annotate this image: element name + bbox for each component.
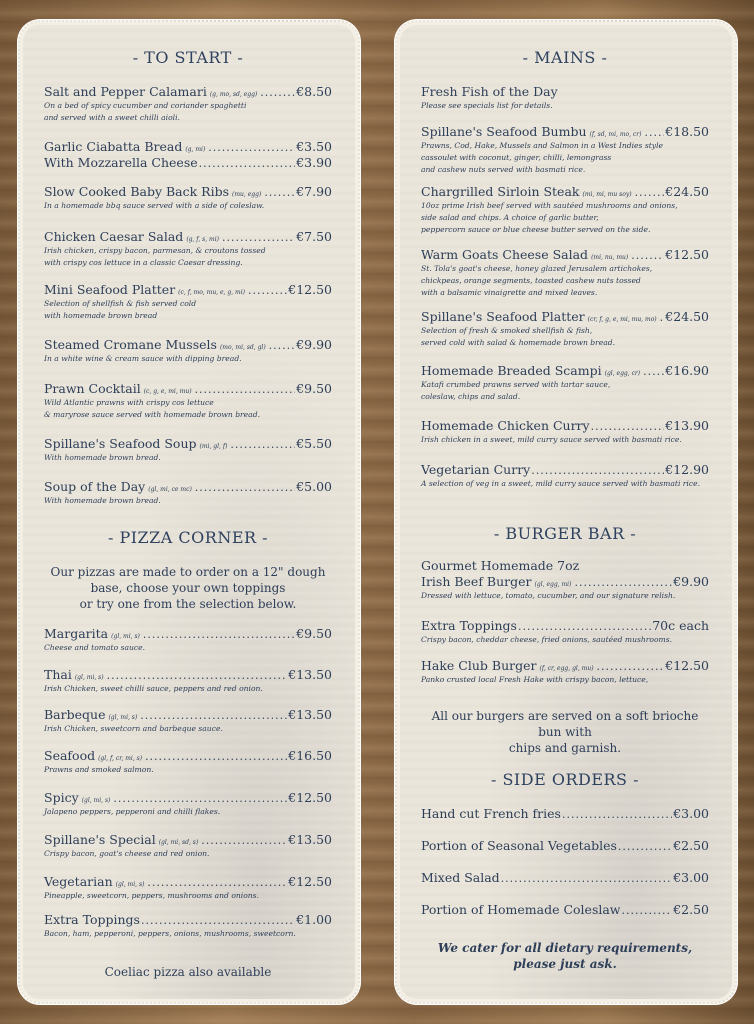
pizza-item-description <box>44 723 332 735</box>
main-item-description <box>421 140 709 176</box>
starter-item-name: Steamed Cromane Mussels <box>44 337 217 352</box>
starter-item-description <box>44 245 332 269</box>
pizza-intro-line: base, choose your own toppings <box>90 581 286 595</box>
allergen-codes: (mi, gl, f) <box>199 443 228 450</box>
burger-item-name: Extra Toppings <box>421 618 517 633</box>
description-line: In a white wine & cream sauce with dipping bread. <box>44 354 242 363</box>
side-item-price: €2.50 <box>673 838 709 853</box>
main-item-name: Homemade Chicken Curry <box>421 418 590 433</box>
main-item-price: €12.90 <box>665 462 709 477</box>
description-line: 10oz prime Irish beef served with sautéed mushrooms and onions, <box>421 201 678 210</box>
description-line: Irish Chicken, sweetcorn and barbeque sauce. <box>44 724 223 733</box>
dot-leader <box>147 876 287 889</box>
pizza-item-description <box>44 806 332 818</box>
starter-item-line <box>44 436 332 451</box>
allergen-codes: (mi, nu, mu) <box>591 254 629 261</box>
coeliac-note: Coeliac pizza also available <box>104 965 272 979</box>
main-item <box>421 363 709 403</box>
burger-item-description <box>421 590 709 602</box>
pizza-item-name: Barbeque <box>44 707 106 722</box>
burger-note <box>421 708 709 756</box>
dot-leader <box>260 86 295 99</box>
description-line: Crispy bacon, goat's cheese and red onion. <box>44 849 210 858</box>
dot-leader <box>531 464 664 477</box>
description-line: Selection of shellfish & fish served cold <box>44 299 197 308</box>
description-line: Jalapeno peppers, pepperoni and chilli flakes. <box>44 807 221 816</box>
pizza-item-line <box>44 748 332 763</box>
starter-item-line <box>44 229 332 244</box>
allergen-codes: (mu, egg) <box>232 191 262 198</box>
dot-leader <box>643 365 664 378</box>
starter-item-description <box>44 100 332 124</box>
allergen-codes: (gl, mi, s) <box>74 674 104 681</box>
main-item-line <box>421 124 709 139</box>
main-item <box>421 124 709 176</box>
pizza-intro-line: Our pizzas are made to order on a 12" dough <box>50 565 326 579</box>
pizza-item-name: Spillane's Special <box>44 832 156 847</box>
starter-item-name: Chicken Caesar Salad <box>44 229 184 244</box>
pizza-item <box>44 748 332 776</box>
burger-item-price: €9.90 <box>673 574 709 589</box>
starter-item-price: €3.90 <box>296 155 332 170</box>
burger-item-line <box>421 574 709 589</box>
pizza-item-line <box>44 912 332 927</box>
starter-item-line <box>44 381 332 396</box>
description-line: Selection of fresh & smoked shellfish & fish, <box>421 326 593 335</box>
side-item-line <box>421 806 709 821</box>
dot-leader <box>591 420 665 433</box>
dot-leader <box>201 834 287 847</box>
mains-heading: - MAINS - <box>522 48 608 67</box>
main-item-name: Vegetarian Curry <box>421 462 531 477</box>
pizza-corner-heading: - PIZZA CORNER - <box>107 528 269 547</box>
pizza-item-name: Vegetarian <box>44 874 113 889</box>
main-item-line <box>421 363 709 378</box>
pizza-item-name: Extra Toppings <box>44 912 140 927</box>
allergen-codes: (gl, mi, s) <box>81 797 111 804</box>
starter-item-line <box>44 184 332 199</box>
burger-title-line <box>421 558 709 573</box>
allergen-codes: (mo, mi, sd, gl) <box>219 344 266 351</box>
allergen-codes: (g, f, s, mi) <box>186 236 219 243</box>
dot-leader <box>113 792 287 805</box>
side-item-price: €3.00 <box>673 806 709 821</box>
burger-item-name: Irish Beef Burger <box>421 574 532 589</box>
starter-item-name: Prawn Cocktail <box>44 381 141 396</box>
side-item-price: €2.50 <box>673 902 709 917</box>
main-item <box>421 462 709 490</box>
starter-item-price: €12.50 <box>288 282 332 297</box>
dot-leader <box>107 669 288 682</box>
dot-leader <box>622 904 673 917</box>
pizza-item <box>44 707 332 735</box>
main-item-description <box>421 263 709 299</box>
burger-item-price: 70c each <box>652 618 709 633</box>
main-item-name: Spillane's Seafood Platter <box>421 309 585 324</box>
pizza-item <box>44 912 332 940</box>
pizza-item-description <box>44 642 332 654</box>
pizza-item-name: Thai <box>44 667 72 682</box>
starter-item-description <box>44 353 332 365</box>
description-line: Bacon, ham, pepperoni, peppers, onions, mushrooms, sweetcorn. <box>44 929 296 938</box>
side-item-name: Portion of Homemade Coleslaw <box>421 902 621 917</box>
starter-item-description <box>44 452 332 464</box>
side-orders-heading: - SIDE ORDERS - <box>490 770 640 789</box>
main-item-line <box>421 84 709 99</box>
dot-leader <box>141 914 295 927</box>
starter-item <box>44 229 332 269</box>
dot-leader <box>140 709 287 722</box>
description-line: In a homemade bbq sauce served with a side of coleslaw. <box>44 201 265 210</box>
pizza-item <box>44 626 332 654</box>
burger-item <box>421 658 709 686</box>
starter-item <box>44 184 332 212</box>
pizza-intro <box>44 564 332 612</box>
pizza-item <box>44 874 332 902</box>
starter-item-price: €8.50 <box>296 84 332 99</box>
pizza-item-price: €13.50 <box>288 667 332 682</box>
allergen-codes: (c, f, mo, mu, e, g, mi) <box>178 289 245 296</box>
side-item <box>421 838 709 853</box>
burger-note-line: All our burgers are served on a soft brioche bun with <box>431 709 699 739</box>
main-item-description <box>421 100 709 112</box>
description-line: Dressed with lettuce, tomato, cucumber, and our signature relish. <box>421 591 676 600</box>
allergen-codes: (gl, f, cr, mi, s) <box>98 755 143 762</box>
pizza-item-line <box>44 874 332 889</box>
main-item-name: Spillane's Seafood Bumbu <box>421 124 587 139</box>
pizza-item-price: €12.50 <box>288 874 332 889</box>
allergen-codes: (gl, mi, ce mc) <box>148 486 192 493</box>
description-line: Panko crusted local Fresh Hake with crispy bacon, lettuce, <box>421 675 649 684</box>
starter-item-line <box>44 479 332 494</box>
main-item-name: Fresh Fish of the Day <box>421 84 558 99</box>
pizza-item-price: €16.50 <box>288 748 332 763</box>
main-item-name: Homemade Breaded Scampi <box>421 363 602 378</box>
pizza-item-price: €13.50 <box>288 707 332 722</box>
main-item-price: €16.90 <box>665 363 709 378</box>
main-item-name: Warm Goats Cheese Salad <box>421 247 589 262</box>
pizza-item-description <box>44 764 332 776</box>
starter-item <box>44 155 332 170</box>
side-item <box>421 902 709 917</box>
main-item-price: €24.50 <box>665 309 709 324</box>
description-line: Crispy bacon, cheddar cheese, fried onions, sautéed mushrooms. <box>421 635 673 644</box>
side-item <box>421 870 709 885</box>
dot-leader <box>562 808 672 821</box>
burger-item <box>421 618 709 646</box>
main-item <box>421 418 709 446</box>
description-line: and cashew nuts served with basmati rice. <box>421 165 586 174</box>
pizza-item-line <box>44 790 332 805</box>
starter-item-name: Mini Seafood Platter <box>44 282 176 297</box>
starter-item-line <box>44 282 332 297</box>
description-line: cassoulet with coconut, ginger, chilli, lemongrass <box>421 153 612 162</box>
starter-item <box>44 436 332 464</box>
main-item-price: €13.90 <box>665 418 709 433</box>
pizza-item <box>44 832 332 860</box>
dot-leader <box>518 620 651 633</box>
starter-item <box>44 139 332 154</box>
dot-leader <box>195 481 295 494</box>
dot-leader <box>195 383 296 396</box>
dot-leader <box>631 249 664 262</box>
description-line: Irish chicken, crispy bacon, parmesan, & croutons tossed <box>44 246 266 255</box>
starter-item-price: €7.50 <box>296 229 332 244</box>
pizza-intro-line: or try one from the selection below. <box>79 597 297 611</box>
main-item <box>421 84 709 112</box>
starter-item-name: Slow Cooked Baby Back Ribs <box>44 184 230 199</box>
description-line: Pineapple, sweetcorn, peppers, mushrooms and onions. <box>44 891 259 900</box>
starter-item-line <box>44 155 332 170</box>
starter-item-price: €5.00 <box>296 479 332 494</box>
starter-item <box>44 381 332 421</box>
pizza-item-name: Margarita <box>44 626 109 641</box>
description-line: With homemade brown bread. <box>44 453 161 462</box>
dot-leader <box>264 186 295 199</box>
allergen-codes: (g, mi) <box>185 146 206 153</box>
starter-item-description <box>44 397 332 421</box>
main-item <box>421 247 709 299</box>
dot-leader <box>269 339 296 352</box>
description-line: peppercorn sauce or blue cheese butter served on the side. <box>421 225 651 234</box>
starter-item-line <box>44 84 332 99</box>
pizza-item-price: €13.50 <box>288 832 332 847</box>
burger-item <box>421 574 709 602</box>
pizza-item-line <box>44 832 332 847</box>
allergen-codes: (f, cr, egg, gl, mu) <box>539 665 594 672</box>
allergen-codes: (gl, mi, s) <box>111 633 140 640</box>
starter-item <box>44 337 332 365</box>
starter-item-price: €7.90 <box>296 184 332 199</box>
pizza-item-description <box>44 928 332 940</box>
main-item-name: Chargrilled Sirloin Steak <box>421 184 580 199</box>
main-item-line <box>421 462 709 477</box>
pizza-item <box>44 667 332 695</box>
dot-leader <box>574 576 672 589</box>
to-start-heading: - TO START - <box>132 48 244 67</box>
burger-bar-heading: - BURGER BAR - <box>493 524 637 543</box>
burger-item-line <box>421 618 709 633</box>
main-item-description <box>421 434 709 446</box>
starter-item-name: Soup of the Day <box>44 479 146 494</box>
side-item-name: Portion of Seasonal Vegetables <box>421 838 617 853</box>
side-item-price: €3.00 <box>673 870 709 885</box>
description-line: and served with a sweet chilli aioli. <box>44 113 180 122</box>
starter-item-name: Spillane's Seafood Soup <box>44 436 197 451</box>
description-line: & maryrose sauce served with homemade brown bread. <box>44 410 260 419</box>
side-item <box>421 806 709 821</box>
pizza-item-line <box>44 626 332 641</box>
burger-note-line: chips and garnish. <box>508 741 622 755</box>
allergen-codes: (gl, mi, s) <box>115 881 145 888</box>
starter-item <box>44 479 332 507</box>
starter-item-name: Garlic Ciabatta Bread <box>44 139 183 154</box>
pizza-item-name: Seafood <box>44 748 96 763</box>
description-line: Irish chicken in a sweet, mild curry sauce served with basmati rice. <box>421 435 682 444</box>
burger-item-price: €12.50 <box>665 658 709 673</box>
dot-leader <box>618 840 672 853</box>
dot-leader <box>143 628 295 641</box>
description-line: A selection of veg in a sweet, mild curry sauce served with basmati rice. <box>421 479 701 488</box>
pizza-item-description <box>44 683 332 695</box>
dot-leader <box>222 231 295 244</box>
pizza-item-line <box>44 707 332 722</box>
allergen-codes: (f, sd, mi, mo, cr) <box>589 131 642 138</box>
starter-item-description <box>44 298 332 322</box>
burger-item-description <box>421 674 709 686</box>
starter-item <box>44 84 332 124</box>
starter-item-name: Salt and Pepper Calamari <box>44 84 207 99</box>
description-line: Prawns and smoked salmon. <box>44 765 154 774</box>
starter-item-description <box>44 495 332 507</box>
dot-leader <box>199 157 296 170</box>
allergen-codes: (cr, f, g, e, mi, mu, mo) <box>587 316 657 323</box>
description-line: with crispy cos lettuce in a classic Caesar dressing. <box>44 258 243 267</box>
dot-leader <box>501 872 673 885</box>
starter-item-line <box>44 139 332 154</box>
pizza-item-price: €12.50 <box>288 790 332 805</box>
main-item-price: €12.50 <box>665 247 709 262</box>
description-line: Cheese and tomato sauce. <box>44 643 146 652</box>
starter-item-price: €3.50 <box>296 139 332 154</box>
description-line: Wild Atlantic prawns with crispy cos lettuce <box>44 398 214 407</box>
main-item-line <box>421 309 709 324</box>
description-line: with homemade brown bread <box>44 311 158 320</box>
description-line: St. Tola's goat's cheese, honey glazed Jerusalem artichokes, <box>421 264 653 273</box>
dietary-note <box>421 940 709 972</box>
pizza-item <box>44 790 332 818</box>
description-line: side salad and chips. A choice of garlic butter, <box>421 213 599 222</box>
side-item-name: Mixed Salad <box>421 870 500 885</box>
dietary-note-line: We cater for all dietary requirements, <box>437 941 693 955</box>
dot-leader <box>208 141 295 154</box>
description-line: chickpeas, orange segments, toasted cashew nuts tossed <box>421 276 641 285</box>
starter-item-price: €5.50 <box>296 436 332 451</box>
main-item <box>421 184 709 236</box>
description-line: Please see specials list for details. <box>421 101 553 110</box>
pizza-item-line <box>44 667 332 682</box>
side-item-line <box>421 838 709 853</box>
main-item-description <box>421 325 709 349</box>
allergen-codes: (gl, mi, s) <box>108 714 138 721</box>
main-item-description <box>421 379 709 403</box>
starter-item <box>44 282 332 322</box>
description-line: with a balsamic vinaigrette and mixed leaves. <box>421 288 598 297</box>
starter-item-price: €9.90 <box>296 337 332 352</box>
description-line: With homemade brown bread. <box>44 496 161 505</box>
dot-leader <box>230 438 295 451</box>
main-item-line <box>421 184 709 199</box>
description-line: Prawns, Cod, Hake, Mussels and Salmon in a West Indies style <box>421 141 664 150</box>
pizza-item-price: €9.50 <box>296 626 332 641</box>
pizza-item-description <box>44 890 332 902</box>
side-item-line <box>421 902 709 917</box>
main-item-price: €18.50 <box>665 124 709 139</box>
description-line: coleslaw, chips and salad. <box>421 392 521 401</box>
burger-item-name: Hake Club Burger <box>421 658 537 673</box>
allergen-codes: (gl, egg, mi) <box>534 581 572 588</box>
dot-leader <box>248 284 287 297</box>
dot-leader <box>645 126 665 139</box>
burger-item-description <box>421 634 709 646</box>
side-item-line <box>421 870 709 885</box>
main-item-price: €24.50 <box>665 184 709 199</box>
main-item-description <box>421 200 709 236</box>
starter-item-description <box>44 200 332 212</box>
allergen-codes: (c, g, e, mi, mu) <box>143 388 192 395</box>
dot-leader <box>660 311 665 324</box>
description-line: Katafi crumbed prawns served with tartar sauce, <box>421 380 611 389</box>
allergen-codes: (gl, mi, sd, s) <box>158 839 199 846</box>
allergen-codes: (g, mo, sd, egg) <box>209 91 258 98</box>
dietary-note-line: please just ask. <box>513 957 617 971</box>
dot-leader <box>635 186 665 199</box>
dot-leader <box>145 750 287 763</box>
allergen-codes: (gl, egg, cr) <box>604 370 641 377</box>
allergen-codes: (mi, mi, mu soy) <box>582 191 632 198</box>
description-line: Irish Chicken, sweet chilli sauce, peppers and red onion. <box>44 684 263 693</box>
main-item-description <box>421 478 709 490</box>
burger-item-line <box>421 658 709 673</box>
starter-item-price: €9.50 <box>296 381 332 396</box>
burger-title: Gourmet Homemade 7oz <box>421 558 580 573</box>
main-item <box>421 309 709 349</box>
description-line: served cold with salad & homemade brown bread. <box>421 338 616 347</box>
dot-leader <box>597 660 665 673</box>
main-item-line <box>421 247 709 262</box>
description-line: On a bed of spicy cucumber and coriander spaghetti <box>44 101 247 110</box>
pizza-item-price: €1.00 <box>296 912 332 927</box>
left-menu-panel <box>18 20 360 1004</box>
pizza-item-description <box>44 848 332 860</box>
starter-item-name: With Mozzarella Cheese <box>44 155 198 170</box>
main-item-line <box>421 418 709 433</box>
right-menu-panel <box>395 20 737 1004</box>
side-item-name: Hand cut French fries <box>421 806 561 821</box>
starter-item-line <box>44 337 332 352</box>
pizza-item-name: Spicy <box>44 790 79 805</box>
